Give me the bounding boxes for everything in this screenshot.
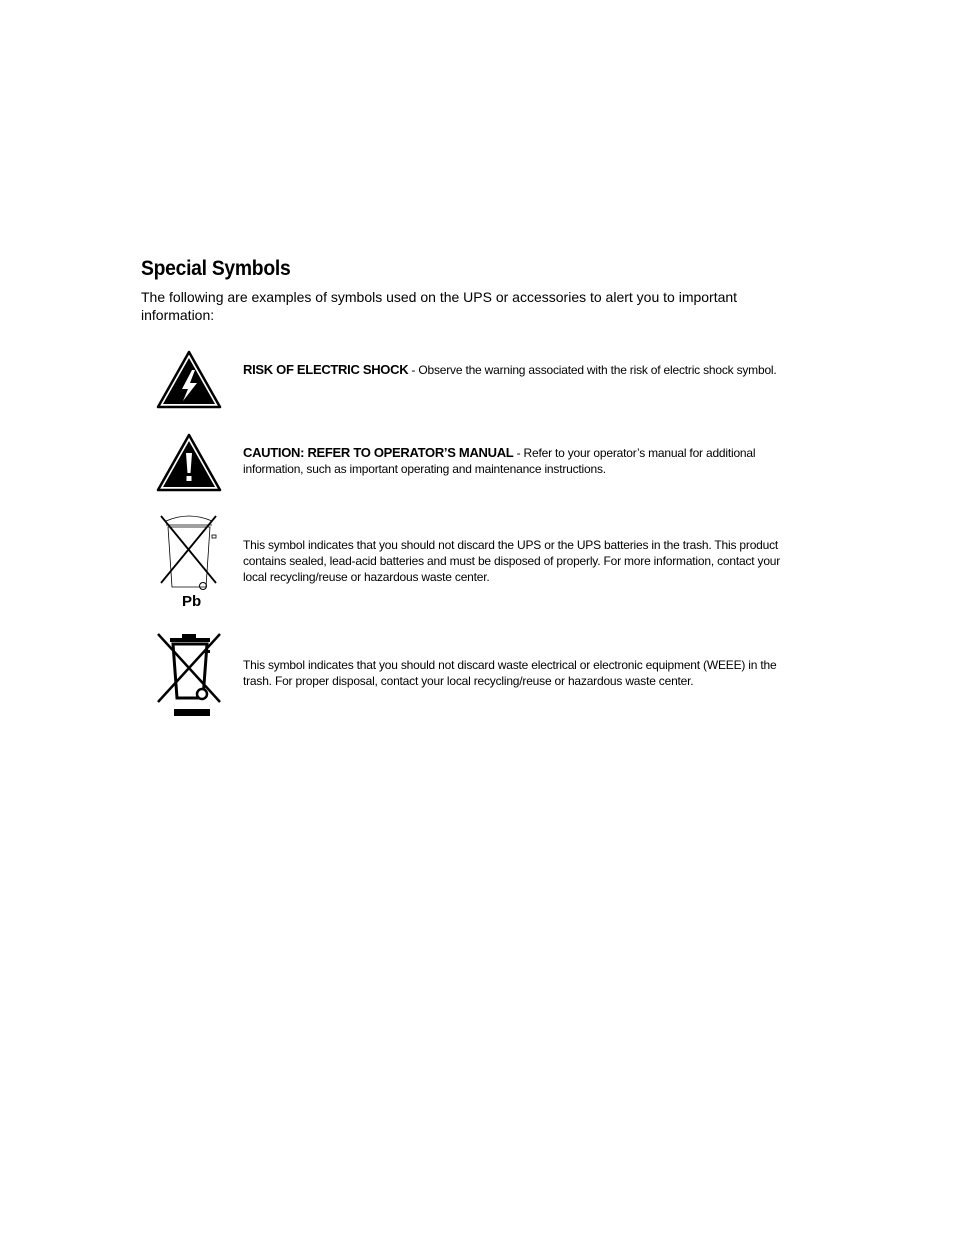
symbol-description: This symbol indicates that you should not discard waste electrical or electronic equipment (WEEE) in the trash. For proper disposal, contact your local recycling/reuse or hazardous waste center. xyxy=(243,658,777,688)
crossed-bin-pb-icon xyxy=(156,513,222,609)
symbol-description-text: - Observe the warning associated with the risk of electric shock symbol. xyxy=(408,363,777,377)
symbol-label: CAUTION: REFER TO OPERATOR’S MANUAL xyxy=(243,445,514,460)
symbol-description-text: - Refer to your operator’s manual for additional information, such as important operating and maintenance instructions. xyxy=(243,446,756,476)
symbol-description: This symbol indicates that you should not discard the UPS or the UPS batteries in the trash. This product contains sealed, lead-acid batteries and must be disposed of properly. For more information, contact your local recycling/reuse or hazardous waste center. xyxy=(243,538,781,584)
symbol-row-caution xyxy=(141,433,791,493)
symbol-row-weee-disposal xyxy=(141,632,791,718)
page-title: Special Symbols xyxy=(141,257,291,280)
electric-shock-warning-icon xyxy=(156,350,222,410)
symbol-description xyxy=(243,445,783,477)
symbol-label: RISK OF ELECTRIC SHOCK xyxy=(243,362,409,377)
symbol-row-electric-shock xyxy=(141,350,791,410)
symbol-description xyxy=(243,362,783,378)
intro-paragraph: The following are examples of symbols used on the UPS or accessories to alert you to important information: xyxy=(141,289,738,323)
crossed-bin-weee-icon xyxy=(156,632,222,718)
symbol-row-battery-disposal xyxy=(141,513,791,609)
caution-exclamation-icon xyxy=(156,433,222,493)
pb-label: Pb xyxy=(182,593,202,609)
